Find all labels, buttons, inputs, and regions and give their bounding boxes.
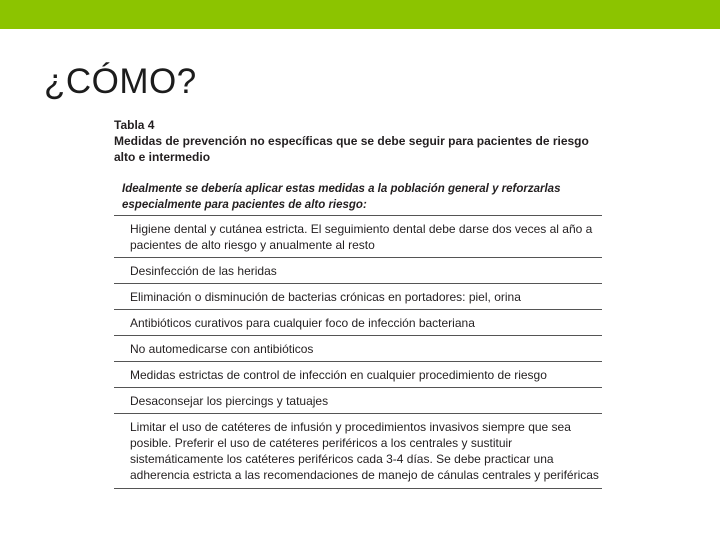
table-row: Higiene dental y cutánea estricta. El seguimiento dental debe darse dos veces al año a pacientes de alto riesgo y anualmente al resto: [114, 215, 602, 257]
table-caption: Medidas de prevención no específicas que se debe seguir para pacientes de riesgo alto e intermedio: [114, 134, 589, 164]
table-rows: [114, 215, 602, 489]
slide-title: ¿CÓMO?: [44, 62, 197, 101]
table-row: Desaconsejar los piercings y tatuajes: [114, 387, 602, 413]
table-intro: Idealmente se debería aplicar estas medidas a la población general y reforzarlas especialmente para pacientes de alto riesgo:: [122, 183, 561, 211]
table-image: [114, 118, 602, 489]
table-number: Tabla 4: [114, 118, 155, 132]
table-row: Eliminación o disminución de bacterias crónicas en portadores: piel, orina: [114, 283, 602, 309]
table-row: Antibióticos curativos para cualquier foco de infección bacteriana: [114, 309, 602, 335]
table-row: Desinfección de las heridas: [114, 257, 602, 283]
accent-bar: [0, 0, 720, 29]
table-row: Limitar el uso de catéteres de infusión y procedimientos invasivos siempre que sea posible. Preferir el uso de catéteres periféricos a los centrales y sustituir sistemáticamente los catéteres periféricos cada 3-4 días. Se debe practicar una adherencia estricta a las recomendaciones de manejo de cánulas centrales y periféricas: [114, 413, 602, 489]
table-row: Medidas estrictas de control de infección en cualquier procedimiento de riesgo: [114, 361, 602, 387]
table-row: No automedicarse con antibióticos: [114, 335, 602, 361]
